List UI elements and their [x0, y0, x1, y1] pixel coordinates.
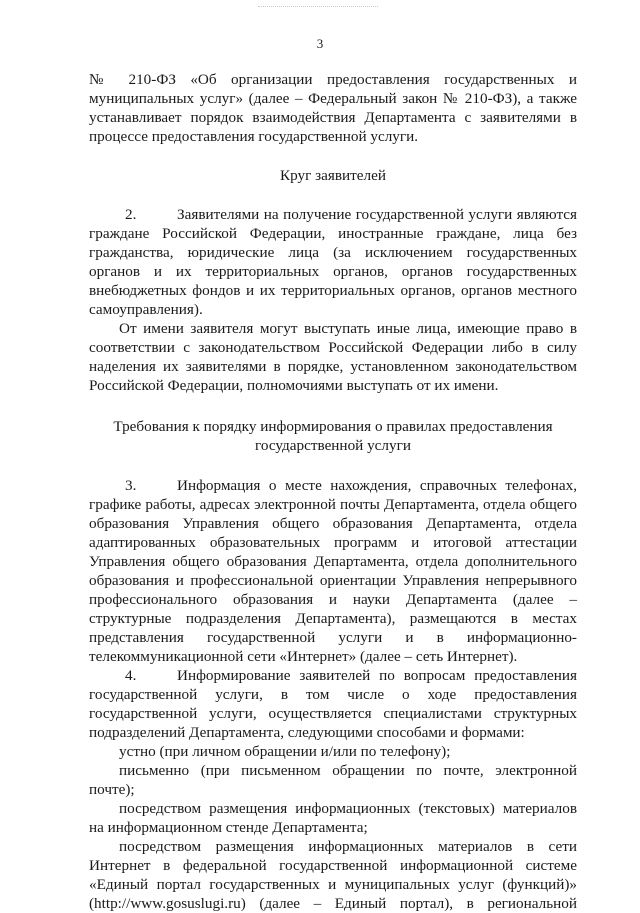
- intro-paragraph: № 210-ФЗ «Об организации предоставления государственных и муниципальных услуг» (далее – Федеральный закон № 210-ФЗ), а также устанавливает порядок взаимодействия Департамента с заявителями в процессе предоставления государственной услуги.: [89, 71, 577, 145]
- scan-artifact: [258, 6, 378, 13]
- section-title-line-2: государственной услуги: [255, 437, 411, 454]
- paragraph-item-2-continued: От имени заявителя могут выступать иные лица, имеющие право в соответствии с законодательством Российской Федерации либо в силу наделения их заявителями в порядке, установленном законодательством Российской Федерации, полномочиями выступать от их имени.: [89, 320, 577, 394]
- item-3-text: Информация о месте нахождения, справочных телефонах, графике работы, адресах электронной почты Департамента, отдела общего образования Управления общего образования Департамента, отдела адаптированных образовательных программ и итоговой аттестации Управления общего образования Департамента, отдела дополнительного образования и профессиональной ориентации Управления непрерывного профессионального образования и науки Департамента (далее – структурные подразделения Департамента), размещаются в местах представления государственной услуги и в информационно-телекоммуникационной сети «Интернет» (далее – сеть Интернет).: [89, 477, 577, 665]
- list-item: устно (при личном обращении и/или по телефону);: [119, 743, 451, 760]
- section-title-applicants: Круг заявителей: [280, 167, 386, 184]
- paragraph-item-3: [89, 476, 577, 666]
- document-body: [89, 70, 577, 913]
- item-2-text: Заявителями на получение государственной услуги являются граждане Российской Федерации, иностранные граждане, лица без гражданства, юридические лица (за исключением государственных органов и их территориальных органов, органов государственных внебюджетных фондов и их территориальных органов, органов местного самоуправления).: [89, 206, 577, 318]
- item-3-number: 3.: [125, 477, 137, 494]
- list-item: посредством размещения информационных (текстовых) материалов на информационном стенде Департамента;: [89, 800, 577, 836]
- paragraph-item-4: [89, 666, 577, 742]
- list-item: письменно (при письменном обращении по почте, электронной почте);: [89, 762, 577, 798]
- item-4-text: Информирование заявителей по вопросам предоставления государственной услуги, в том числе о ходе предоставления государственной услуги, осуществляется специалистами структурных подразделений Департамента, следующими способами и формами:: [89, 667, 577, 741]
- page-number: 3: [316, 36, 324, 51]
- list-item: посредством размещения информационных материалов в сети Интернет в федеральной государственной информационной системе «Единый портал государственных и муниципальных услуг (функций)» (http://www.gosuslugi.ru) (далее – Единый портал), в региональной: [89, 838, 577, 912]
- section-title-information-requirements: [89, 417, 577, 455]
- section-title-line-1: Требования к порядку информирования о правилах предоставления: [113, 418, 553, 435]
- item-4-number: 4.: [125, 667, 137, 684]
- item-2-number: 2.: [125, 206, 137, 223]
- informing-methods-list: [89, 742, 577, 913]
- paragraph-item-2: [89, 205, 577, 319]
